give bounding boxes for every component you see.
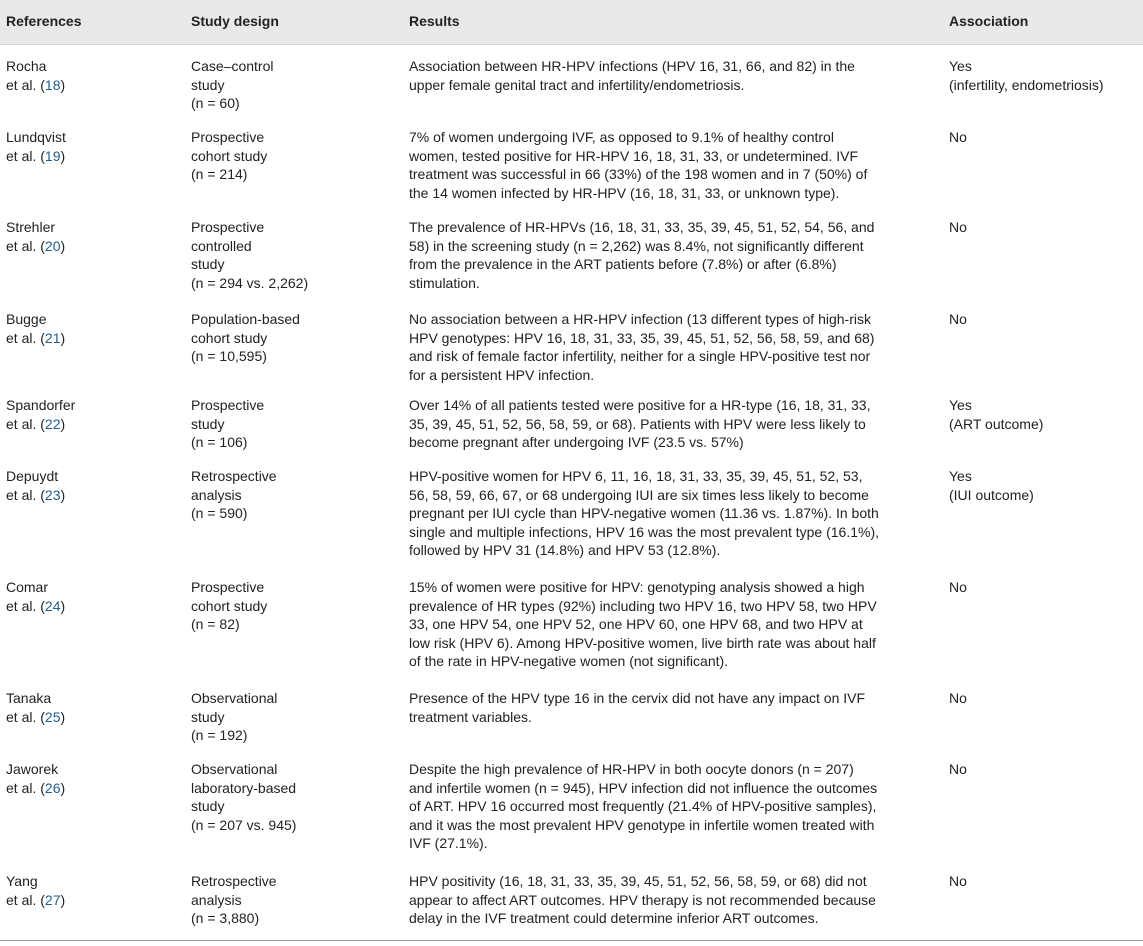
results-line: from the prevalence in the ART patients before (7.8%) or after (6.8%) [409,256,837,272]
design-line: study [191,798,225,814]
design-cell [191,872,401,928]
ref-prefix: et al. ( [6,147,45,164]
results-line: No association between a HR-HPV infection (13 different types of high-risk [409,311,871,327]
ref-prefix: et al. ( [6,76,45,93]
ref-prefix: et al. ( [6,237,45,254]
design-line: study [191,76,225,93]
results-cell [409,57,934,94]
results-line: HPV-positive women for HPV 6, 11, 16, 18, 31, 33, 35, 39, 45, 51, 52, 53, [409,468,863,484]
design-line: study [191,256,225,272]
ref-line [6,329,181,348]
design-line: cohort study [191,147,268,164]
association-line: (ART outcome) [949,415,1044,432]
design-cell [191,689,401,745]
design-line: (n = 106) [191,434,248,450]
ref-prefix: et al. ( [6,415,45,432]
ref-prefix: et al. ( [6,597,45,614]
author: Depuydt [6,468,59,484]
design-line: controlled [191,237,252,254]
reference-cell [6,467,181,504]
results-line: become pregnant after undergoing IVF (23.5 vs. 57%) [409,434,744,450]
author: Jaworek [6,761,59,777]
design-line: (n = 214) [191,166,248,182]
ref-link[interactable]: 27 [44,891,61,908]
results-line: Despite the high prevalence of HR-HPV in both oocyte donors (n = 207) [409,761,854,777]
association-cell [949,578,1139,597]
reference-cell [6,218,181,255]
ref-link[interactable]: 21 [44,329,61,346]
ref-line [6,76,181,95]
design-line: Prospective [191,579,265,595]
design-line: Retrospective [191,468,277,484]
author: Tanaka [6,690,52,706]
design-line: study [191,708,225,725]
results-line: and infertile women (n = 945), HPV infection did not influence the outcomes [409,779,878,796]
design-line: Prospective [191,129,265,145]
ref-line [6,597,181,616]
association-line: (infertility, endometriosis) [949,76,1104,93]
association-cell [949,57,1139,94]
ref-line [6,415,181,434]
ref-suffix: ) [60,237,66,254]
results-cell [409,310,934,384]
association-line: No [949,761,967,777]
results-line: and it was the most prevalent HPV genotype in infertile women treated with [409,816,875,833]
ref-link[interactable]: 26 [44,779,61,796]
results-line: prevalence of HR types (92%) including two HPV 16, two HPV 58, two HPV [409,597,877,614]
association-line: Yes [949,468,972,484]
association-cell [949,467,1139,504]
design-line: (n = 3,880) [191,910,260,926]
design-line: (n = 207 vs. 945) [191,816,297,833]
author: Comar [6,579,49,595]
association-cell [949,872,1139,891]
ref-suffix: ) [60,891,66,908]
design-line: Retrospective [191,873,277,889]
ref-prefix: et al. ( [6,329,45,346]
author: Lundqvist [6,129,66,145]
design-line: (n = 10,595) [191,348,267,364]
ref-suffix: ) [60,147,66,164]
design-line: (n = 590) [191,505,248,521]
reference-cell [6,578,181,615]
results-cell [409,467,934,560]
design-cell [191,218,401,292]
ref-line [6,708,181,727]
results-line: The prevalence of HR-HPVs (16, 18, 31, 33, 35, 39, 45, 51, 52, 54, 56, and [409,219,875,235]
ref-prefix: et al. ( [6,891,45,908]
results-line: HPV positivity (16, 18, 31, 33, 35, 39, 45, 51, 52, 56, 58, 59, or 68) did not [409,873,867,889]
results-line: HPV genotypes: HPV 16, 18, 31, 33, 35, 39, 45, 51, 52, 56, 58, 59, and 68) [409,329,875,346]
results-line: low risk (HPV 6). Among HPV-positive women, live birth rate was about half [409,634,876,651]
results-line: for a persistent HPV infection. [409,366,595,383]
results-cell [409,396,934,452]
reference-cell [6,310,181,347]
design-line: (n = 82) [191,616,240,632]
results-line: women, tested positive for HR-HPV 16, 18, 31, 33, or undetermined. IVF [409,147,858,164]
ref-prefix: et al. ( [6,779,45,796]
ref-line [6,486,181,505]
association-line: No [949,873,967,889]
results-cell [409,128,934,202]
ref-line [6,147,181,166]
design-line: Population-based [191,311,300,327]
ref-link[interactable]: 25 [44,708,61,725]
association-line: No [949,579,967,595]
design-line: (n = 192) [191,727,248,743]
ref-link[interactable]: 20 [44,237,61,254]
results-line: Presence of the HPV type 16 in the cervix did not have any impact on IVF [409,690,866,706]
results-cell [409,760,934,853]
results-line: Association between HR-HPV infections (HPV 16, 31, 66, and 82) in the [409,58,855,74]
author: Bugge [6,311,47,327]
association-cell [949,310,1139,329]
reference-cell [6,128,181,165]
association-cell [949,689,1139,708]
ref-link[interactable]: 22 [44,415,61,432]
results-line: the 14 women infected by HR-HPV (16, 18, 31, 33, or unknown type). [409,184,840,201]
results-line: and risk of female factor infertility, neither for a single HPV-positive test nor [409,348,871,364]
results-line: 58) in the screening study (n = 2,262) was 8.4%, not significantly different [409,237,864,254]
results-line: 15% of women were positive for HPV: genotyping analysis showed a high [409,579,865,595]
results-line: of the rate in HPV-negative women (not significant). [409,653,729,669]
author: Yang [6,873,38,889]
reference-cell [6,760,181,797]
association-cell [949,128,1139,147]
ref-suffix: ) [60,415,66,432]
design-cell [191,396,401,452]
results-line: 35, 39, 45, 51, 52, 56, 58, 59, or 68). Patients with HPV were less likely to [409,415,866,432]
ref-line [6,779,181,798]
association-line: No [949,219,967,235]
reference-cell [6,689,181,726]
design-line: Prospective [191,219,265,235]
results-line: treatment was successful in 66 (33%) of the 198 women and in 7 (50%) of [409,166,868,182]
results-line: of ART. HPV 16 occurred most frequently (21.4% of HPV-positive samples), [409,798,877,814]
results-line: IVF (27.1%). [409,835,488,851]
header-references: References [6,13,82,29]
header-results: Results [409,13,460,29]
association-cell [949,218,1139,237]
ref-suffix: ) [60,708,66,725]
results-line: single and multiple infections, HPV 16 was the most prevalent type (16.1%), [409,523,880,540]
results-line: appear to affect ART outcomes. HPV therapy is not recommended because [409,891,876,908]
design-line: Prospective [191,397,265,413]
ref-suffix: ) [60,76,66,93]
design-line: Observational [191,761,278,777]
ref-link[interactable]: 24 [44,597,61,614]
ref-suffix: ) [60,597,66,614]
results-line: 56, 58, 59, 66, 67, or 68 undergoing IUI are six times less likely to become [409,486,869,503]
header-study-design: Study design [191,13,279,29]
author: Rocha [6,58,47,74]
ref-suffix: ) [60,486,66,503]
results-cell [409,578,934,671]
results-line: pregnant per IUI cycle than HPV-negative women (11.36 vs. 1.87%). In both [409,505,879,521]
ref-prefix: et al. ( [6,708,45,725]
reference-cell [6,872,181,909]
results-line: treatment variables. [409,708,532,725]
design-line: laboratory-based [191,779,297,796]
ref-prefix: et al. ( [6,486,45,503]
design-line: cohort study [191,329,268,346]
association-line: No [949,129,967,145]
ref-line [6,237,181,256]
results-cell [409,689,934,726]
association-line: No [949,311,967,327]
results-cell [409,218,934,292]
reference-cell [6,57,181,94]
design-cell [191,760,401,834]
table-bottom-rule [0,940,1143,941]
table-header [0,0,1143,45]
design-line: (n = 60) [191,95,240,111]
association-cell [949,760,1139,779]
author: Spandorfer [6,397,76,413]
design-cell [191,310,401,366]
design-line: Observational [191,690,278,706]
design-line: (n = 294 vs. 2,262) [191,274,309,291]
ref-suffix: ) [60,329,66,346]
design-line: analysis [191,891,242,908]
ref-suffix: ) [60,779,66,796]
association-line: Yes [949,58,972,74]
results-line: 33, one HPV 54, one HPV 52, one HPV 60, one HPV 68, and two HPV at [409,616,863,632]
results-line: Over 14% of all patients tested were positive for a HR-type (16, 18, 31, 33, [409,397,871,413]
results-line: followed by HPV 31 (14.8%) and HPV 53 (12.8%). [409,542,721,558]
design-cell [191,578,401,634]
results-line: stimulation. [409,274,480,291]
reference-cell [6,396,181,433]
association-cell [949,396,1139,433]
results-cell [409,872,934,928]
results-line: delay in the IVF treatment could determine inferior ART outcomes. [409,910,819,926]
design-cell [191,57,401,113]
ref-link[interactable]: 23 [44,486,61,503]
ref-link[interactable]: 18 [44,76,61,93]
design-cell [191,467,401,523]
design-line: analysis [191,486,242,503]
header-association: Association [949,13,1029,29]
ref-link[interactable]: 19 [44,147,61,164]
association-line: Yes [949,397,972,413]
results-line: 7% of women undergoing IVF, as opposed to 9.1% of healthy control [409,129,834,145]
ref-line [6,891,181,910]
design-line: Case–control [191,58,274,74]
design-line: study [191,415,225,432]
results-line: upper female genital tract and infertility/endometriosis. [409,76,745,93]
association-line: (IUI outcome) [949,486,1034,503]
design-cell [191,128,401,184]
author: Strehler [6,219,56,235]
association-line: No [949,690,967,706]
design-line: cohort study [191,597,268,614]
